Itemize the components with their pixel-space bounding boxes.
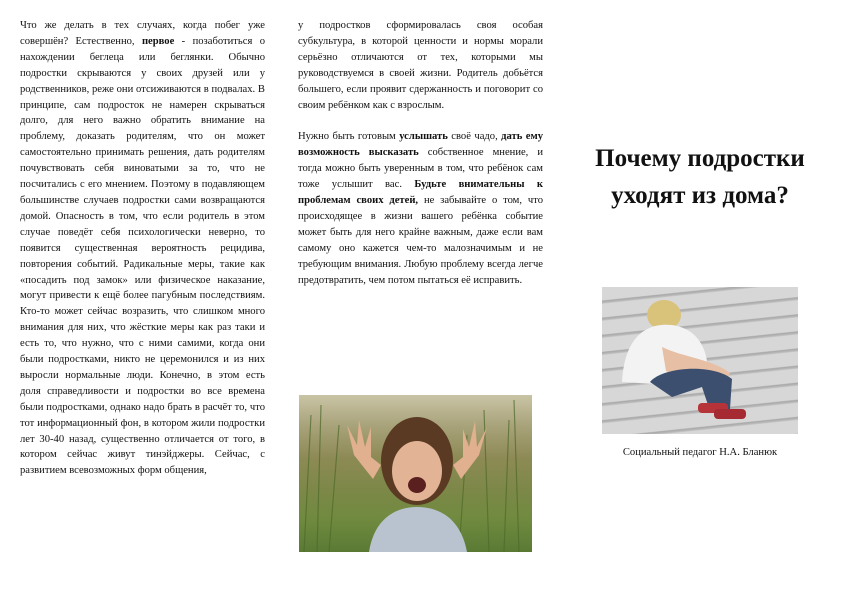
page-title: Почему подростки уходят из дома?	[595, 145, 805, 209]
left-paragraph	[20, 18, 265, 479]
photo-sad-teen-graphic	[602, 287, 798, 434]
author-caption: Социальный педагог Н.А. Бланюк	[622, 447, 778, 458]
text-run: Что же делать в тех случаях, когда побег уже совершён? Естественно,	[20, 20, 265, 47]
bold-text-run: первое	[141, 35, 175, 47]
bold-text-run: Будьте внимательны к проблемам своих детей,	[298, 179, 544, 207]
text-run: - позаботиться о нахождении беглеца или беглянки. Обычно подростки скрываются у своих друзей или у родственников, реже они отсиживаются в подвалах. В принципе, сам подросток не намерен скрываться долго, для него важно обратить внимание на проблему, доказать родителям, что он может самостоятельно принимать решения, дать родителям почувствовать себя виноватыми за то, что не посчитались с его мнением. Поэтому в подавляющем большинстве случаев подростки сами возвращаются домой. Опасность в том, что если родитель в этом случае поведёт себя психологически неверно, то появится существенная вероятность рецидива, повторения событий. Радикальные меры, такие как «посадить под замок» или физическое наказание, могут привести к ещё более пагубным последствиям. Кто-то может сейчас возразить, что слишком много внимания для них, что жёсткие меры как раз таки и есть то, что нужно, что с ними самими, когда они были подростками, никто не церемонился и из них выросли нормальные люди. Конечно, в этом есть доля справедливости и подростки во все времена были подростками, однако надо брать в расчёт то, что тот информационный фон, в котором жили подростки лет 30-40 назад, существенно отличается от того, в котором сейчас живут тинэйджеры. Сейчас, с развитием всевозможных форм общения,	[20, 35, 265, 477]
bold-text-run: услышать	[399, 131, 448, 143]
text-run: Нужно быть готовым	[298, 131, 400, 143]
text-run: собственное мнение, и тогда можно быть уверенным в том, что ребёнок сам тоже услышит вас.	[298, 147, 543, 191]
middle-paragraph-1: у подростков сформировалась своя особая субкультура, в которой ценности и нормы морали серьёзно отличаются от тех, которыми мы руководствуемся в своей жизни. Родитель добьётся большего, если проявит сдержанность и поговорит со своим ребёнком как с взрослым.	[298, 20, 543, 111]
photo-screaming-teen	[299, 395, 532, 552]
bold-text-run: дать ему возможность высказать	[298, 131, 543, 159]
middle-text-column	[298, 18, 543, 305]
middle-paragraph-2	[298, 129, 543, 288]
text-run: своё чадо,	[447, 131, 502, 143]
text-run: не забывайте о том, что происходящее в жизни вашего ребёнка событие может быть для него крайне важным, даже если вам самому оно кажется чем-то малозначимым и не требующим внимания. Любую проблему всегда легче предотвратить, чем потом пытаться её исправить.	[298, 195, 543, 286]
photo-sad-teen-on-stairs	[602, 287, 798, 434]
left-text-column	[20, 18, 265, 479]
photo-screaming-teen-graphic	[299, 395, 532, 552]
